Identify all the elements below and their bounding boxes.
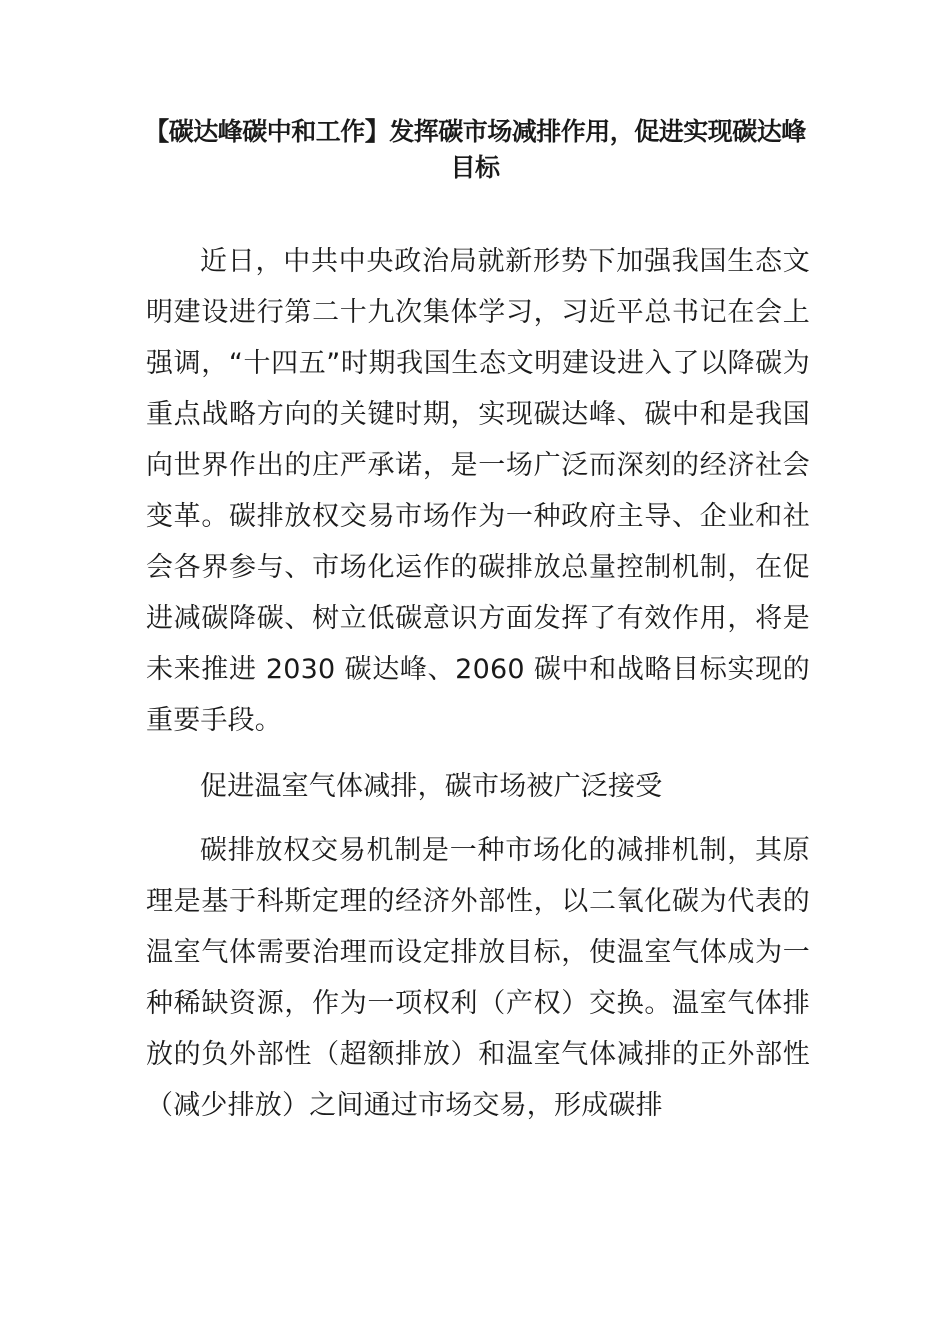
paragraph-intro: 近日，中共中央政治局就新形势下加强我国生态文明建设进行第二十九次集体学习，习近平总书记在会上强调，“十四五”时期我国生态文明建设进入了以降碳为重点战略方向的关键时期，实现碳达峰、碳中和是我国向世界作出的庄严承诺，是一场广泛而深刻的经济社会变革。碳排放权交易市场作为一种政府主导、企业和社会各界参与、市场化运作的碳排放总量控制机制，在促进减碳降碳、树立低碳意识方面发挥了有效作用，将是未来推进 2030 碳达峰、2060 碳中和战略目标实现的重要手段。	[146, 246, 810, 736]
paragraph-mechanism: 碳排放权交易机制是一种市场化的减排机制，其原理是基于科斯定理的经济外部性，以二氧化碳为代表的温室气体需要治理而设定排放目标，使温室气体成为一种稀缺资源，作为一项权利（产权）交换。温室气体排放的负外部性（超额排放）和温室气体减排的正外部性（减少排放）之间通过市场交易，形成碳排	[146, 835, 810, 1121]
document-body	[146, 236, 810, 1146]
document-title: 【碳达峰碳中和工作】发挥碳市场减排作用，促进实现碳达峰目标	[144, 117, 806, 182]
section-heading: 促进温室气体减排，碳市场被广泛接受	[200, 771, 663, 802]
